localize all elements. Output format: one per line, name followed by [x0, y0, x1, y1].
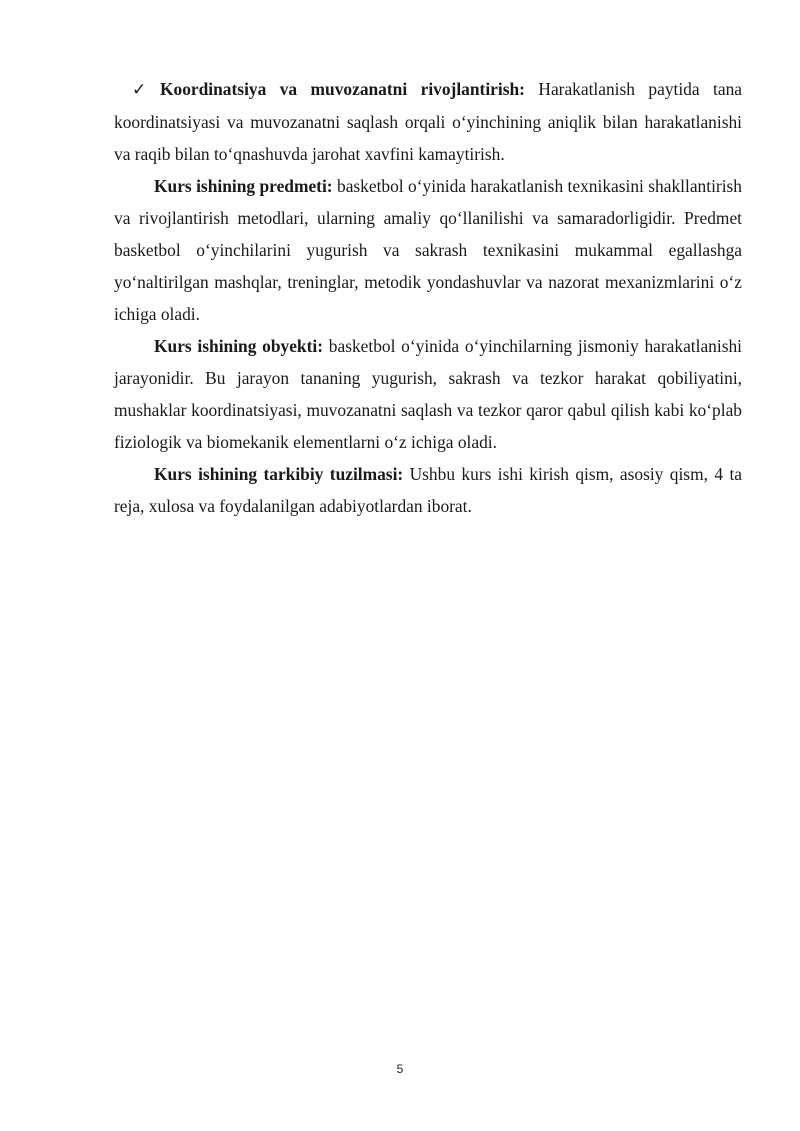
paragraph-coordination	[114, 73, 742, 170]
page-number: 5	[396, 1062, 404, 1076]
paragraph-structure	[114, 458, 742, 522]
paragraph-lead: Kurs ishining tarkibiy tuzilmasi:	[154, 464, 404, 484]
paragraph-text: Harakatlanish paytida tana koordinatsiyasi va muvozanatni saqlash orqali o‘yinchining aniqlik bilan harakatlanishi va raqib bilan to‘qnashuvda jarohat xavfini kamaytirish.	[114, 79, 742, 164]
page-content	[114, 73, 742, 522]
paragraph-object	[114, 330, 742, 458]
paragraph-lead: Kurs ishining predmeti:	[154, 176, 333, 196]
paragraph-text: basketbol o‘yinida o‘yinchilarning jismoniy harakatlanishi jarayonidir. Bu jarayon tananing yugurish, sakrash va tezkor harakat qobiliyatini, mushaklar koordinatsiyasi, muvozanatni saqlash va tezkor qaror qabul qilish kabi ko‘plab fiziologik va biomekanik elementlarni o‘z ichiga oladi.	[114, 336, 742, 452]
paragraph-text: Ushbu kurs ishi kirish qism, asosiy qism, 4 ta reja, xulosa va foydalanilgan adabiyotlardan iborat.	[114, 464, 742, 516]
check-mark-icon: ✓	[132, 80, 147, 100]
paragraph-lead: Kurs ishining obyekti:	[154, 336, 324, 356]
paragraph-lead: Koordinatsiya va muvozanatni rivojlantirish:	[160, 79, 525, 99]
paragraph-subject	[114, 170, 742, 330]
paragraph-text: basketbol o‘yinida harakatlanish texnikasini shakllantirish va rivojlantirish metodlari, ularning amaliy qo‘llanilishi va samaradorligidir. Predmet basketbol o‘yinchilarini yugurish va sakrash texnikasini mukammal egallashga yo‘naltirilgan mashqlar, treninglar, metodik yondashuvlar va nazorat mexanizmlarini o‘z ichiga oladi.	[114, 176, 742, 324]
